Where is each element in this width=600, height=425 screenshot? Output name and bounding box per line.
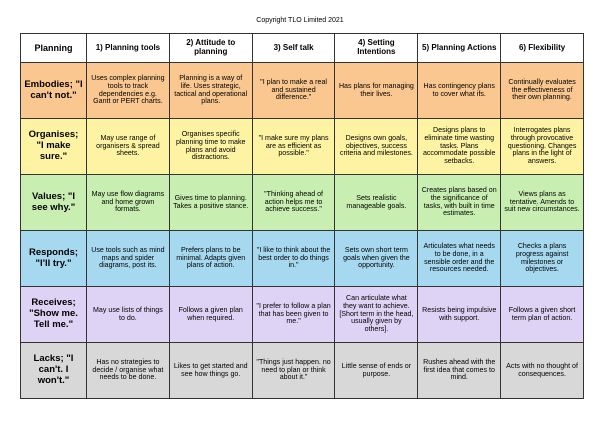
matrix-cell: Rushes ahead with the first idea that comes to mind. xyxy=(418,343,501,399)
column-header: 5) Planning Actions xyxy=(418,34,501,63)
matrix-cell: Gives time to planning. Takes a positive stance. xyxy=(169,175,252,231)
row-header: Embodies; "I can't not." xyxy=(21,63,87,119)
matrix-cell: Creates plans based on the significance of tasks, with built in time estimates. xyxy=(418,175,501,231)
matrix-cell: Planning is a way of life. Uses strategic, tactical and operational plans. xyxy=(169,63,252,119)
matrix-cell: May use flow diagrams and home grown formats. xyxy=(87,175,170,231)
matrix-cell: Follows a given plan when required. xyxy=(169,287,252,343)
row-header: Values; "I see why." xyxy=(21,175,87,231)
matrix-row xyxy=(21,343,584,399)
matrix-cell: Resists being impulsive with support. xyxy=(418,287,501,343)
matrix-cell: May use range of organisers & spread sheets. xyxy=(87,119,170,175)
matrix-row xyxy=(21,119,584,175)
matrix-cell: Continually evaluates the effectiveness of their own planning. xyxy=(501,63,584,119)
matrix-cell: "I make sure my plans are as efficient as possible." xyxy=(252,119,335,175)
matrix-cell: "Things just happen. no need to plan or think about it." xyxy=(252,343,335,399)
matrix-row xyxy=(21,175,584,231)
matrix-cell: Sets realistic manageable goals. xyxy=(335,175,418,231)
column-header: 1) Planning tools xyxy=(87,34,170,63)
matrix-cell: Likes to get started and see how things go. xyxy=(169,343,252,399)
matrix-cell: Has plans for managing their lives. xyxy=(335,63,418,119)
matrix-cell: Has contingency plans to cover what ifs. xyxy=(418,63,501,119)
column-header: 2) Attitude to planning xyxy=(169,34,252,63)
matrix-cell: "I plan to make a real and sustained difference." xyxy=(252,63,335,119)
header-row xyxy=(21,34,584,63)
matrix-cell: "Thinking ahead of action helps me to achieve success." xyxy=(252,175,335,231)
row-header: Organises; "I make sure." xyxy=(21,119,87,175)
column-header: 3) Self talk xyxy=(252,34,335,63)
matrix-cell: Views plans as tentative. Amends to suit new circumstances. xyxy=(501,175,584,231)
matrix-cell: Interrogates plans through provocative questioning. Changes plans in the light of answers. xyxy=(501,119,584,175)
matrix-row xyxy=(21,231,584,287)
matrix-cell: Articulates what needs to be done, in a sensible order and the resources needed. xyxy=(418,231,501,287)
row-header: Receives; "Show me. Tell me." xyxy=(21,287,87,343)
row-header: Responds; "I'll try." xyxy=(21,231,87,287)
matrix-cell: Designs plans to eliminate time wasting tasks. Plans accommodate possible setbacks. xyxy=(418,119,501,175)
matrix-row xyxy=(21,287,584,343)
matrix-cell: Organises specific planning time to make plans and avoid distractions. xyxy=(169,119,252,175)
matrix-cell: Sets own short term goals when given the opportunity. xyxy=(335,231,418,287)
matrix-cell: Follows a given short term plan of action. xyxy=(501,287,584,343)
matrix-cell: Designs own goals, objectives, success criteria and milestones. xyxy=(335,119,418,175)
matrix-cell: Checks a plans progress against milestones or objectives. xyxy=(501,231,584,287)
planning-matrix xyxy=(20,33,584,399)
column-header: 6) Flexibility xyxy=(501,34,584,63)
matrix-cell: Use tools such as mind maps and spider diagrams, post its. xyxy=(87,231,170,287)
column-header: 4) Setting Intentions xyxy=(335,34,418,63)
matrix-row xyxy=(21,63,584,119)
matrix-cell: Uses complex planning tools to track dependencies e.g. Gantt or PERT charts. xyxy=(87,63,170,119)
matrix-cell: May use lists of things to do. xyxy=(87,287,170,343)
matrix-cell: "I like to think about the best order to do things in." xyxy=(252,231,335,287)
matrix-cell: Can articulate what they want to achieve. [Short term in the head, usually given by others]. xyxy=(335,287,418,343)
matrix-cell: "I prefer to follow a plan that has been given to me." xyxy=(252,287,335,343)
copyright-notice: Copyright TLO Limited 2021 xyxy=(256,17,344,24)
matrix-cell: Has no strategies to decide / organise what needs to be done. xyxy=(87,343,170,399)
corner-header: Planning xyxy=(21,34,87,63)
row-header: Lacks; "I can't. I won't." xyxy=(21,343,87,399)
matrix-cell: Little sense of ends or purpose. xyxy=(335,343,418,399)
matrix-cell: Acts with no thought of consequences. xyxy=(501,343,584,399)
matrix-cell: Prefers plans to be minimal. Adapts given plans of action. xyxy=(169,231,252,287)
